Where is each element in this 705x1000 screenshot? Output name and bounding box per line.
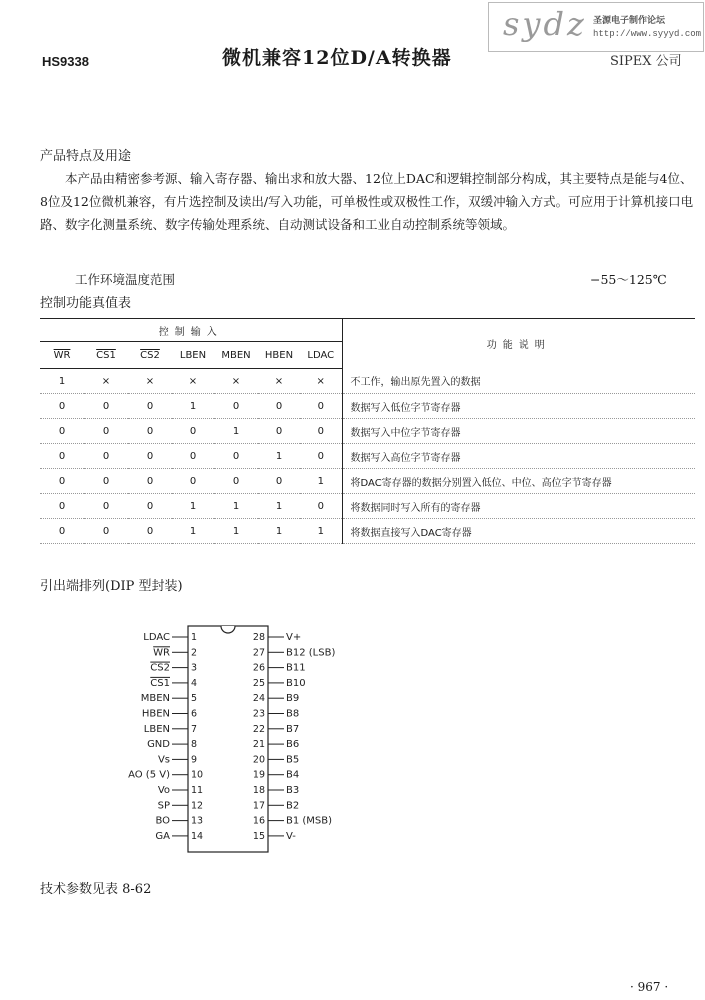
pin-number-left: 4: [191, 677, 198, 689]
table-cell: 0: [84, 469, 128, 494]
table-cell: 0: [84, 394, 128, 419]
pin-label-left: CS2: [150, 662, 170, 674]
table-cell: 1: [214, 494, 258, 519]
dip-pinout-diagram: [120, 620, 420, 860]
pin-label-right: V+: [286, 632, 302, 643]
table-cell: 0: [84, 444, 128, 469]
features-paragraph: 本产品由精密参考源、输入寄存器、输出求和放大器、12位上DAC和逻辑控制部分构成，其主要特点是能与4位、8位及12位微机兼容，有片选控制及读出/写入功能，可单极性或双极性工作，双缓冲输入方式。可应用于计算机接口电路、数字化测量系统、数字传输处理系统、自动测试设备和工业自动控制系统等领域。: [40, 171, 694, 232]
table-cell: 0: [40, 394, 84, 419]
table-cell: 0: [300, 494, 342, 519]
pin-number-right: 27: [252, 647, 265, 659]
function-description: 将数据直接写入DAC寄存器: [342, 519, 695, 544]
chip-notch: [221, 626, 235, 633]
table-cell: 1: [172, 494, 214, 519]
pin-number-right: 15: [252, 830, 265, 842]
table-row: [40, 419, 695, 444]
table-cell: 0: [172, 469, 214, 494]
pin-label-right: B1 (MSB): [286, 815, 333, 827]
truth-table-heading: 控制功能真值表: [40, 296, 132, 311]
table-cell: 0: [300, 394, 342, 419]
pin-label-right: B9: [286, 693, 300, 705]
pin-number-right: 20: [252, 754, 265, 766]
table-cell: 0: [172, 444, 214, 469]
pin-label-right: B2: [286, 800, 300, 812]
watermark-logo-text: sydz: [503, 5, 587, 43]
page-number: · 967 ·: [630, 980, 669, 994]
table-cell: 1: [40, 369, 84, 394]
pin-label-left: LDAC: [143, 632, 170, 643]
table-cell: 0: [300, 444, 342, 469]
table-cell: 0: [84, 519, 128, 544]
table-cell: 0: [172, 419, 214, 444]
table-row: [40, 394, 695, 419]
pin-label-right: B7: [286, 723, 300, 735]
pin-number-left: 1: [191, 632, 198, 643]
pin-label-left: HBEN: [141, 708, 170, 720]
pin-number-right: 23: [252, 708, 265, 720]
pin-label-left: WR: [153, 647, 170, 659]
column-header-mben: MBEN: [214, 342, 258, 369]
pin-label-right: B6: [286, 739, 300, 751]
pin-label-left: BO: [155, 815, 170, 827]
column-header-cs1: CS1: [84, 342, 128, 369]
table-cell: 0: [128, 419, 172, 444]
function-description: 数据写入低位字节寄存器: [342, 394, 695, 419]
pin-label-left: SP: [157, 800, 170, 812]
function-description: 数据写入中位字节寄存器: [342, 419, 695, 444]
function-description: 将数据同时写入所有的寄存器: [342, 494, 695, 519]
table-cell: 0: [258, 394, 300, 419]
table-cell: ×: [128, 369, 172, 394]
table-row: [40, 469, 695, 494]
table-cell: 0: [128, 469, 172, 494]
pin-label-right: B3: [286, 785, 300, 796]
table-cell: ×: [258, 369, 300, 394]
table-cell: 0: [258, 469, 300, 494]
pin-number-right: 24: [252, 693, 265, 705]
table-cell: 0: [84, 419, 128, 444]
pin-label-left: Vs: [157, 754, 170, 766]
table-cell: 0: [214, 469, 258, 494]
pin-label-left: GA: [155, 830, 170, 842]
pin-label-left: Vo: [157, 785, 170, 796]
table-cell: 1: [300, 469, 342, 494]
table-cell: 0: [128, 494, 172, 519]
control-inputs-header: 控制输入: [40, 319, 342, 342]
pin-label-right: B5: [286, 754, 300, 766]
pin-number-left: 14: [191, 830, 204, 842]
watermark-logo: [488, 2, 704, 52]
pin-label-left: LBEN: [143, 723, 170, 735]
function-header: 功能说明: [342, 319, 695, 369]
function-description: 将DAC寄存器的数据分别置入低位、中位、高位字节寄存器: [342, 469, 695, 494]
function-description: 不工作，输出原先置入的数据: [342, 369, 695, 394]
table-row: [40, 444, 695, 469]
table-cell: 1: [258, 519, 300, 544]
pin-number-right: 28: [252, 632, 265, 643]
table-cell: ×: [84, 369, 128, 394]
pin-label-right: V-: [286, 830, 296, 842]
table-cell: ×: [300, 369, 342, 394]
table-cell: ×: [214, 369, 258, 394]
pin-label-left: AO (5 V): [128, 769, 170, 781]
pin-number-left: 7: [191, 723, 198, 735]
pin-label-right: B12 (LSB): [286, 647, 336, 659]
table-cell: 1: [214, 519, 258, 544]
table-cell: 0: [40, 469, 84, 494]
pin-number-right: 21: [252, 739, 265, 751]
table-cell: 0: [214, 394, 258, 419]
table-cell: 0: [40, 444, 84, 469]
pin-number-left: 2: [191, 647, 198, 659]
table-cell: ×: [172, 369, 214, 394]
part-number: HS9338: [42, 54, 89, 69]
pin-number-right: 18: [252, 785, 265, 796]
pinout-heading: 引出端排列(DIP 型封装): [40, 579, 183, 594]
table-row: [40, 494, 695, 519]
table-cell: 1: [300, 519, 342, 544]
table-row: [40, 369, 695, 394]
pin-number-right: 25: [252, 677, 265, 689]
pin-number-right: 22: [252, 723, 265, 735]
table-cell: 0: [128, 394, 172, 419]
pin-label-right: B4: [286, 769, 300, 781]
table-cell: 0: [214, 444, 258, 469]
pin-number-left: 9: [191, 754, 198, 766]
table-cell: 0: [84, 494, 128, 519]
watermark-forum-name: 圣源电子制作论坛: [593, 15, 666, 25]
table-cell: 0: [128, 519, 172, 544]
pin-number-left: 5: [191, 693, 198, 705]
table-cell: 0: [258, 419, 300, 444]
temperature-value: −55～125℃: [590, 272, 667, 287]
table-cell: 1: [172, 394, 214, 419]
column-header-wr: $\overline{WR}$: [40, 342, 84, 369]
features-heading: 产品特点及用途: [40, 149, 132, 164]
table-row: [40, 519, 695, 544]
table-cell: 0: [128, 444, 172, 469]
pin-label-right: B11: [286, 662, 306, 674]
pin-number-right: 17: [252, 800, 265, 812]
table-cell: 0: [40, 419, 84, 444]
pin-number-left: 10: [191, 769, 204, 781]
pin-label-left: CS1: [150, 677, 170, 689]
table-cell: 0: [40, 494, 84, 519]
pin-number-left: 12: [191, 800, 204, 812]
table-cell: 1: [258, 444, 300, 469]
watermark-url: http://www.syyyd.com: [593, 29, 702, 39]
table-cell: 0: [300, 419, 342, 444]
pin-number-right: 19: [252, 769, 265, 781]
company-name: SIPEX 公司: [610, 54, 682, 69]
column-header-hben: HBEN: [258, 342, 300, 369]
table-cell: 1: [172, 519, 214, 544]
pin-label-left: MBEN: [140, 693, 170, 705]
spec-reference: 技术参数见表 8-62: [40, 882, 152, 897]
pin-label-right: B8: [286, 708, 300, 720]
column-header-ldac: LDAC: [300, 342, 342, 369]
pin-number-right: 16: [252, 815, 265, 827]
function-description: 数据写入高位字节寄存器: [342, 444, 695, 469]
pin-number-left: 8: [191, 739, 198, 751]
temperature-label: 工作环境温度范围: [75, 272, 176, 287]
column-header-cs2: CS2: [128, 342, 172, 369]
table-cell: 1: [258, 494, 300, 519]
pin-label-right: B10: [286, 677, 306, 689]
table-header-group-row: [40, 319, 695, 342]
pin-number-right: 26: [252, 662, 265, 674]
pin-number-left: 11: [191, 785, 204, 796]
pin-number-left: 3: [191, 662, 198, 674]
table-cell: 1: [214, 419, 258, 444]
page-title: 微机兼容12位D/A转换器: [222, 47, 452, 69]
truth-table: [40, 318, 695, 544]
pin-number-left: 6: [191, 708, 198, 720]
pin-number-left: 13: [191, 815, 204, 827]
column-header-lben: LBEN: [172, 342, 214, 369]
table-cell: 0: [40, 519, 84, 544]
pin-label-left: GND: [147, 739, 170, 751]
